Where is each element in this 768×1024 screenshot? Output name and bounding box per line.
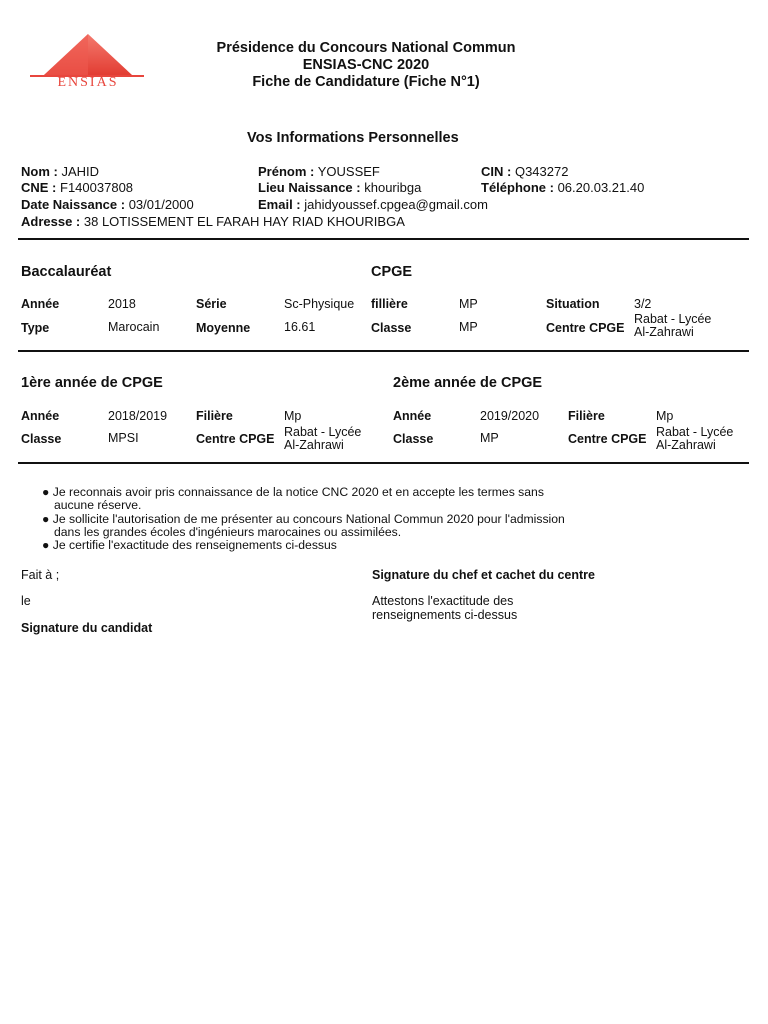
- ensias-logo: [28, 33, 146, 93]
- nom-value: JAHID: [61, 164, 100, 179]
- cpge-filiere-value: MP: [459, 297, 478, 311]
- header-concours: ENSIAS-CNC 2020: [302, 57, 430, 73]
- header-presidence: Présidence du Concours National Commun: [216, 40, 516, 56]
- year2-classe-label: Classe: [393, 432, 434, 446]
- bac-annee-label: Année: [21, 297, 60, 311]
- signature-chef-label: Signature du chef et cachet du centre: [372, 568, 595, 582]
- email-value: jahidyoussef.cpgea@gmail.com: [304, 197, 488, 212]
- header-fiche-title: Fiche de Candidature (Fiche N°1): [252, 74, 480, 90]
- nom-label: Nom :: [21, 164, 58, 179]
- logo-text: ENSIAS: [57, 75, 119, 90]
- adresse-value: 38 LOTISSEMENT EL FARAH HAY RIAD KHOURIBGA: [83, 214, 405, 229]
- cin-label: CIN :: [481, 164, 512, 179]
- cpge-filiere-label: fillière: [371, 297, 408, 311]
- year1-classe-value: MPSI: [108, 431, 139, 445]
- year1-classe-label: Classe: [21, 432, 62, 446]
- lieu-naissance-value: khouribga: [364, 180, 422, 195]
- divider-1: [18, 238, 749, 240]
- bullet-icon: ●: [42, 485, 50, 499]
- telephone-value: 06.20.03.21.40: [557, 180, 645, 195]
- bac-moyenne-label: Moyenne: [196, 321, 251, 335]
- year1-centre-value: Rabat - Lycée Al-Zahrawi: [284, 425, 362, 452]
- bac-annee-value: 2018: [108, 297, 136, 311]
- year2-annee-label: Année: [393, 409, 432, 423]
- date-naissance-label: Date Naissance :: [21, 197, 126, 212]
- bac-section-title: Baccalauréat: [21, 264, 112, 280]
- year2-filiere-label: Filière: [568, 409, 605, 423]
- year2-annee-value: 2019/2020: [480, 409, 540, 423]
- year2-filiere-value: Mp: [656, 409, 674, 423]
- year2-centre-label: Centre CPGE: [568, 432, 647, 446]
- prenom-label: Prénom :: [258, 164, 315, 179]
- prenom-value: YOUSSEF: [317, 164, 380, 179]
- attestation-text: Attestons l'exactitude des renseignements ci-dessus: [372, 594, 518, 622]
- year2-section-title: 2ème année de CPGE: [393, 375, 543, 391]
- divider-2: [18, 350, 749, 352]
- email-label: Email :: [258, 197, 301, 212]
- divider-3: [18, 462, 749, 464]
- cpge-centre-value: Rabat - Lycée Al-Zahrawi: [634, 312, 712, 339]
- bac-serie-label: Série: [196, 297, 227, 311]
- year1-section-title: 1ère année de CPGE: [21, 375, 163, 391]
- cpge-classe-value: MP: [459, 320, 478, 334]
- bac-moyenne-value: 16.61: [284, 320, 316, 334]
- bac-type-label: Type: [21, 321, 50, 335]
- bac-serie-value: Sc-Physique: [284, 297, 355, 311]
- bullet-icon: ●: [42, 511, 50, 526]
- year2-classe-value: MP: [480, 431, 499, 445]
- cpge-situation-label: Situation: [546, 297, 600, 311]
- cin-value: Q343272: [514, 164, 569, 179]
- bullet-icon: ●: [42, 538, 50, 553]
- declaration-item: ● Je certifie l'exactitude des renseignements ci-dessus: [42, 538, 337, 553]
- declaration-item-continuation: dans les grandes écoles d'ingénieurs marocaines ou assimilées.: [54, 524, 402, 539]
- year2-centre-value: Rabat - Lycée Al-Zahrawi: [656, 425, 734, 452]
- year1-filiere-label: Filière: [196, 409, 233, 423]
- cpge-section-title: CPGE: [371, 264, 413, 280]
- fait-a-field: Fait à ;: [21, 568, 60, 582]
- personal-section-title: Vos Informations Personnelles: [247, 130, 459, 146]
- bac-type-value: Marocain: [108, 320, 160, 334]
- cpge-situation-value: 3/2: [634, 297, 652, 311]
- date-le-field: le: [21, 594, 31, 608]
- lieu-naissance-label: Lieu Naissance :: [258, 180, 361, 195]
- cpge-classe-label: Classe: [371, 321, 412, 335]
- date-naissance-value: 03/01/2000: [128, 197, 194, 212]
- cne-label: CNE :: [21, 180, 57, 195]
- year1-annee-label: Année: [21, 409, 60, 423]
- year1-annee-value: 2018/2019: [108, 409, 168, 423]
- year1-filiere-value: Mp: [284, 409, 302, 423]
- declaration-item-continuation: aucune réserve.: [54, 498, 142, 513]
- year1-centre-label: Centre CPGE: [196, 432, 275, 446]
- telephone-label: Téléphone :: [481, 180, 554, 195]
- declarations-list: [42, 486, 565, 552]
- cpge-centre-label: Centre CPGE: [546, 321, 625, 335]
- cne-value: F140037808: [60, 180, 134, 195]
- adresse-label: Adresse :: [21, 214, 81, 229]
- signature-candidat-label: Signature du candidat: [21, 621, 153, 635]
- declaration-item: ● Je reconnais avoir pris connaissance de la notice CNC 2020 et en accepte les termes sans: [42, 485, 544, 499]
- declaration-item: ● Je sollicite l'autorisation de me présenter au concours National Commun 2020 pour l'admission: [42, 511, 565, 526]
